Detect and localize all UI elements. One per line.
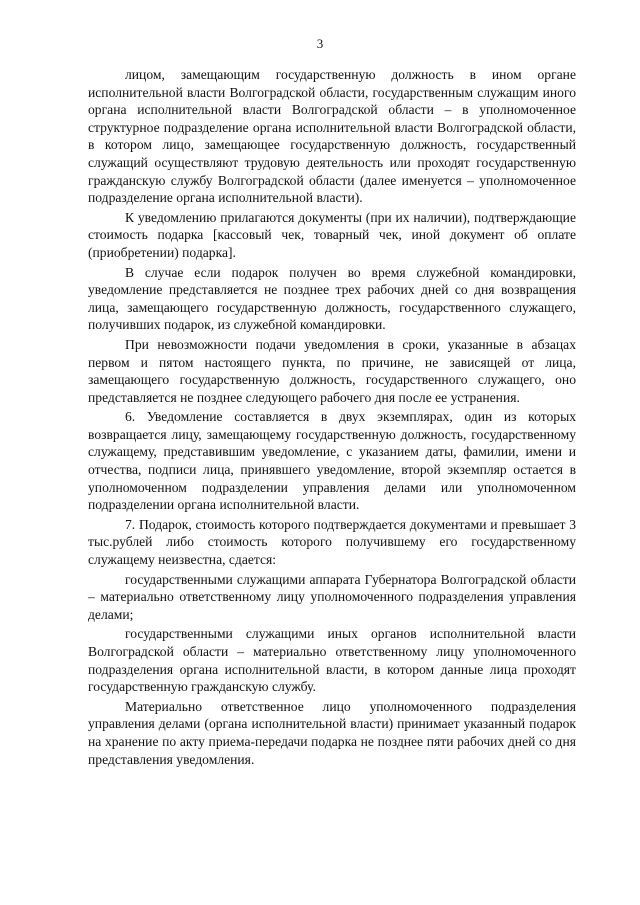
page-number: 3 [316, 36, 324, 51]
paragraph-governor-apparatus: государственными служащими аппарата Губернатора Волгоградской области – материально ответственному лицу уполномоченного подразделения управления делами; [88, 571, 576, 622]
document-body [88, 66, 576, 770]
paragraph-item-6: 6. Уведомление составляется в двух экземплярах, один из которых возвращается лицу, замещающему государственную должность, государственному служащему, представившим уведомление, с указанием даты, фамилии, имени и отчества, подписи лица, принявшего уведомление, второй экземпляр остается в уполномоченном подразделении управления делами или уполномоченном подразделении органа исполнительной власти. [88, 409, 576, 513]
paragraph-continuation: лицом, замещающим государственную должность в ином органе исполнительной власти Волгоградской области, государственным служащим иного органа исполнительной власти Волгоградской области – в уполномоченное структурное подразделение органа исполнительной власти Волгоградской области, в котором лицо, замещающее государственную должность, государственный служащий осуществляют трудовую деятельность или проходят государственную гражданскую службу Волгоградской области (далее именуется – уполномоченное подразделение органа исполнительной власти). [88, 67, 576, 206]
paragraph-impossibility: При невозможности подачи уведомления в сроки, указанные в абзацах первом и пятом настоящего пункта, по причине, не зависящей от лица, замещающего государственную должность, государственного служащего, оно представляется не позднее следующего рабочего дня после ее устранения. [88, 336, 576, 405]
paragraph-attached-documents: К уведомлению прилагаются документы (при их наличии), подтверждающие стоимость подарка [кассовый чек, товарный чек, иной документ об оплате (приобретении) подарка]. [88, 209, 576, 260]
paragraph-responsible-person: Материально ответственное лицо уполномоченного подразделения управления делами (органа исполнительной власти) принимает указанный подарок на хранение по акту приема-передачи подарка не позднее пяти рабочих дней со дня представления уведомления. [88, 698, 576, 767]
paragraph-item-7: 7. Подарок, стоимость которого подтверждается документами и превышает 3 тыс.рублей либо стоимость которого получившему его государственному служащему неизвестна, сдается: [88, 516, 576, 568]
paragraph-other-bodies: государственными служащими иных органов исполнительной власти Волгоградской области – материально ответственному лицу уполномоченного подразделения органа исполнительной власти, в котором данные лица проходят государственную гражданскую службу. [88, 626, 576, 695]
paragraph-business-trip: В случае если подарок получен во время служебной командировки, уведомление представляется не позднее трех рабочих дней со дня возвращения лица, замещающего государственную должность, государственного служащего, получивших подарок, из служебной командировки. [88, 264, 576, 333]
